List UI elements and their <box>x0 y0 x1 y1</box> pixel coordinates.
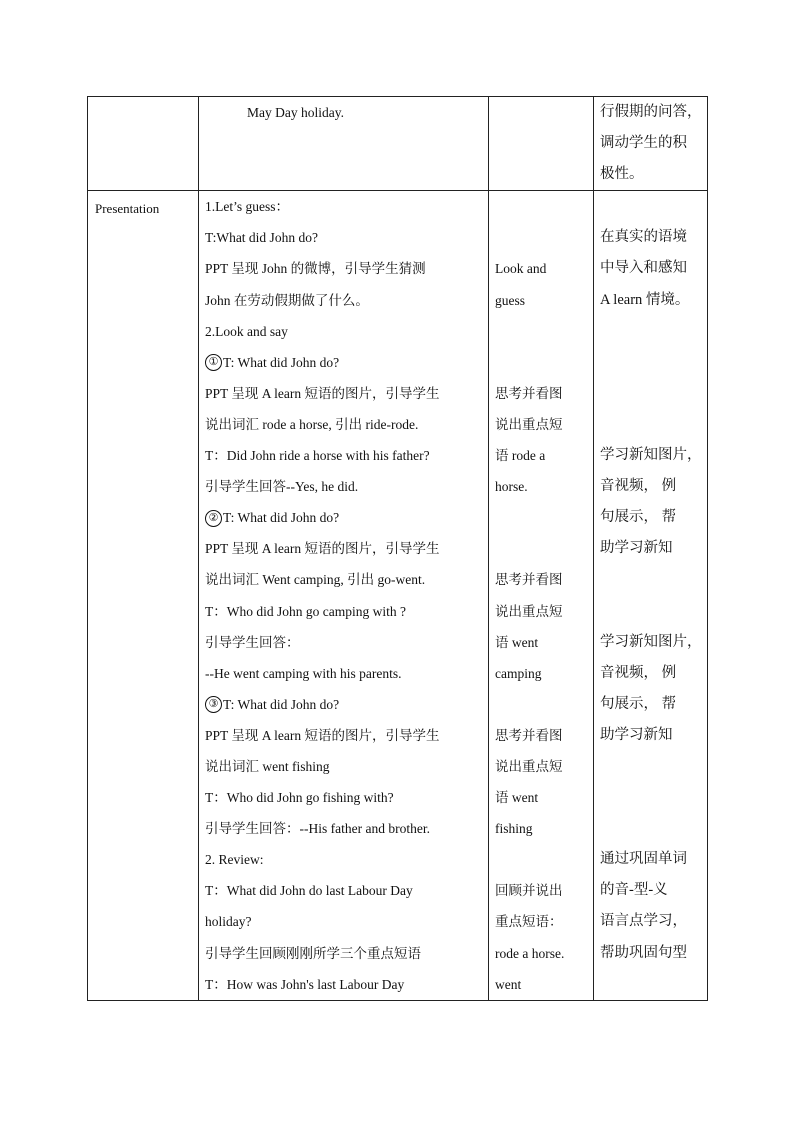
table-row-continued <box>88 97 708 191</box>
activity-line: 说出词汇 rode a horse, 引出 ride-rode. <box>205 416 419 432</box>
purpose-line <box>594 316 707 347</box>
purpose-line: 助学习新知 <box>600 540 673 557</box>
activity-line: T:What did John do? <box>205 230 318 246</box>
student-line: 说出重点短 <box>495 416 563 432</box>
stage-label: Presentation <box>95 201 160 217</box>
student-line: 语 went <box>495 790 539 806</box>
purpose-line <box>594 813 707 844</box>
student-line <box>489 222 593 253</box>
step-marker: ② <box>205 510 222 527</box>
purpose-line: 的音-型-义 <box>600 882 668 899</box>
student-line: 思考并看图 <box>495 727 563 743</box>
activity-line: 引导学生回答：--His father and brother. <box>205 821 430 837</box>
step-marker: ③ <box>205 696 222 713</box>
student-activity-cell <box>489 191 594 1001</box>
purpose-line: 句展示， 帮 <box>600 695 677 712</box>
student-line <box>489 844 593 875</box>
activity-line: holiday? <box>205 914 252 930</box>
student-line: camping <box>495 665 542 681</box>
student-line: 语 rode a <box>495 448 546 464</box>
student-line <box>489 689 593 720</box>
activity-line-numbered <box>199 502 488 533</box>
purpose-cell <box>594 191 708 1001</box>
activity-line: --He went camping with his parents. <box>205 665 402 681</box>
stage-cell <box>88 191 199 1001</box>
purpose-line: A learn 情境。 <box>600 291 690 308</box>
activity-line: T：What did John do last Labour Day <box>205 883 413 899</box>
activity-line-numbered <box>199 689 488 720</box>
purpose-line: 中导入和感知 <box>600 260 687 277</box>
activity-line-numbered <box>199 347 488 378</box>
purpose-line: 帮助巩固句型 <box>600 944 687 961</box>
activity-line: PPT 呈现 A learn 短语的图片，引导学生 <box>205 727 440 743</box>
purpose-cell-top <box>594 97 708 191</box>
activity-line: PPT 呈现 John 的微博，引导学生猜测 <box>205 261 426 277</box>
student-line <box>489 316 593 347</box>
purpose-line: 学习新知图片， <box>600 447 702 464</box>
activity-line: John 在劳动假期做了什么。 <box>205 292 369 308</box>
purpose-line <box>594 409 707 440</box>
step-marker: ① <box>205 354 222 371</box>
purpose-line <box>594 564 707 595</box>
activity-line: 1.Let’s guess： <box>205 199 289 215</box>
teacher-activity-cell <box>199 191 489 1001</box>
purpose-line <box>594 347 707 378</box>
purpose-line: 调动学生的积 <box>600 135 687 152</box>
student-line: 思考并看图 <box>495 385 563 401</box>
student-line: guess <box>495 292 525 308</box>
purpose-line: 音视频， 例 <box>600 478 677 495</box>
purpose-line: 通过巩固单词 <box>600 851 687 868</box>
activity-line: 引导学生回答--Yes, he did. <box>205 479 359 495</box>
purpose-line: 行假期的问答， <box>600 104 702 120</box>
student-line: 说出重点短 <box>495 758 563 774</box>
activity-line: 2. Review: <box>205 852 264 868</box>
purpose-line: 语言点学习， <box>600 913 687 930</box>
purpose-line <box>594 969 707 1000</box>
purpose-line <box>594 378 707 409</box>
student-line <box>489 347 593 378</box>
table-row-presentation <box>88 191 708 1001</box>
student-line <box>489 191 593 222</box>
purpose-line <box>594 751 707 782</box>
activity-line: 说出词汇 went fishing <box>205 758 330 774</box>
purpose-line <box>594 191 707 222</box>
student-line: went <box>495 976 522 992</box>
lesson-plan-table <box>87 96 708 1001</box>
activity-line: T：Did John ride a horse with his father? <box>205 448 430 464</box>
activity-line: May Day holiday. <box>247 105 344 120</box>
purpose-line <box>594 782 707 813</box>
student-line: 思考并看图 <box>495 572 563 588</box>
activity-line: 引导学生回顾刚刚所学三个重点短语 <box>205 945 421 961</box>
student-line: fishing <box>495 821 533 837</box>
activity-cell-top <box>199 97 489 191</box>
purpose-line: 音视频， 例 <box>600 664 677 681</box>
activity-line: PPT 呈现 A learn 短语的图片，引导学生 <box>205 385 440 401</box>
activity-line-text: T: What did John do? <box>223 696 340 712</box>
activity-line: T：Who did John go fishing with? <box>205 790 394 806</box>
student-activity-cell-top <box>489 97 594 191</box>
purpose-line: 句展示， 帮 <box>600 509 677 526</box>
student-line <box>489 533 593 564</box>
purpose-line <box>594 596 707 627</box>
student-line: 语 went <box>495 634 539 650</box>
purpose-line: 极性。 <box>600 166 644 183</box>
activity-line-text: T: What did John do? <box>223 354 340 370</box>
purpose-line: 在真实的语境 <box>600 229 687 246</box>
activity-line: 引导学生回答： <box>205 634 300 650</box>
activity-line-text: T: What did John do? <box>223 510 340 526</box>
student-line: Look and <box>495 261 547 277</box>
student-line: 说出重点短 <box>495 603 563 619</box>
activity-line: T：Who did John go camping with ? <box>205 603 406 619</box>
activity-line: 2.Look and say <box>205 323 288 339</box>
student-line: 回顾并说出 <box>495 883 563 899</box>
activity-line: 说出词汇 Went camping, 引出 go-went. <box>205 572 426 588</box>
stage-cell-empty <box>88 97 199 191</box>
activity-line: PPT 呈现 A learn 短语的图片，引导学生 <box>205 541 440 557</box>
purpose-line: 助学习新知 <box>600 726 673 743</box>
purpose-line: 学习新知图片， <box>600 633 702 650</box>
student-line: horse. <box>495 479 528 495</box>
student-line: 重点短语： <box>495 914 563 930</box>
student-line <box>489 502 593 533</box>
student-line: rode a horse. <box>495 945 565 961</box>
activity-line: T：How was John's last Labour Day <box>205 976 405 992</box>
